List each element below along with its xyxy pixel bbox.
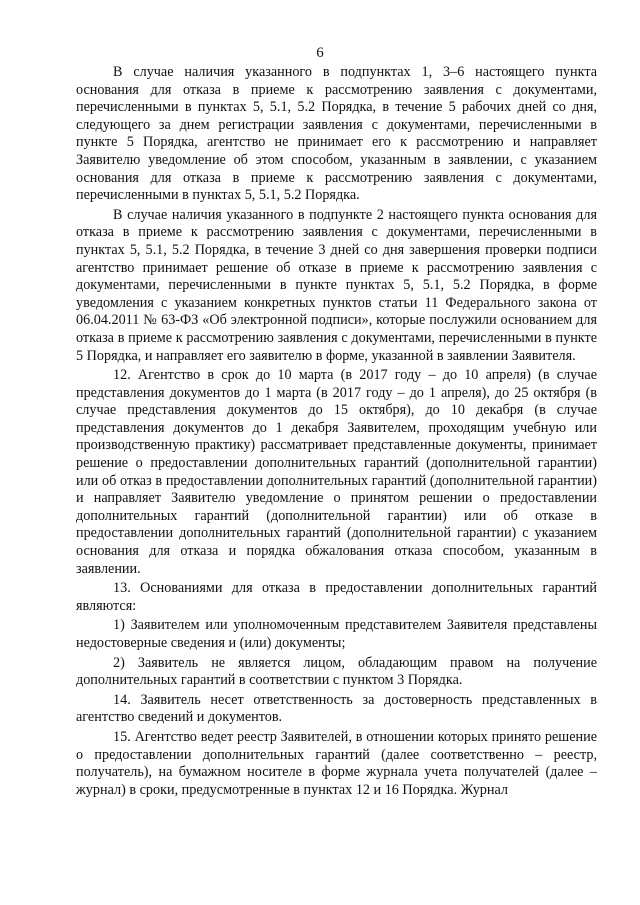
- paragraph-clause-15: 15. Агентство ведет реестр Заявителей, в отношении которых принято решение о предоставлении дополнительных гарантий (далее соответственно – реестр, получатель), на бумажном носителе в форме журнала учета получателей (далее – журнал) в сроки, предусмотренные в пунктах 12 и 16 Порядка. Журнал: [76, 728, 597, 798]
- paragraph-clause-13-item-2: 2) Заявитель не является лицом, обладающим правом на получение дополнительных гарантий в соответствии с пунктом 3 Порядка.: [76, 654, 597, 689]
- page-number: 6: [316, 45, 324, 61]
- paragraph-refusal-subpoints-1-3-6: В случае наличия указанного в подпунктах 1, 3–6 настоящего пункта основания для отказа в приеме к рассмотрению заявления с документами, перечисленными в пунктах 5, 5.1, 5.2 Порядка, в течение 5 рабочих дней со дня, следующего за днем регистрации заявления с документами, перечисленными в пункте 5 Порядка, агентство не принимает его к рассмотрению и направляет Заявителю уведомление об этом способом, указанным в заявлении, с указанием основания для отказа в приеме к рассмотрению заявления с документами, перечисленными в пунктах 5, 5.1, 5.2 Порядка.: [76, 64, 597, 204]
- paragraph-clause-12: 12. Агентство в срок до 10 марта (в 2017 году – до 10 апреля) (в случае представления документов до 1 марта (в 2017 году – до 1 апреля), до 25 октября (в случае представления документов до 15 октября), до 10 декабря (в случае представления документов до 1 декабря Заявителем, проходящим учебную или производственную практику) рассматривает представленные документы, принимает решение о предоставлении дополнительных гарантий (дополнительной гарантии) или об отказ в предоставлении дополнительных гарантий (дополнительной гарантии) и направляет Заявителю уведомление о принятом решении о предоставлении дополнительных гарантий (дополнительной гарантии) или об отказе в предоставлении дополнительных гарантий (дополнительной гарантии) с указанием основания для отказа и порядка обжалования отказа способом, указанным в заявлении.: [76, 367, 597, 577]
- paragraph-clause-13: 13. Основаниями для отказа в предоставлении дополнительных гарантий являются:: [76, 580, 597, 614]
- paragraph-clause-14: 14. Заявитель несет ответственность за достоверность представленных в агентство сведений и документов.: [76, 691, 597, 726]
- document-body: [76, 64, 597, 801]
- paragraph-clause-13-item-1: 1) Заявителем или уполномоченным представителем Заявителя представлены недостоверные сведения и (или) документы;: [76, 617, 597, 651]
- paragraph-refusal-subpoint-2: В случае наличия указанного в подпункте 2 настоящего пункта основания для отказа в приеме к рассмотрению заявления с документами, перечисленными в пунктах 5, 5.1, 5.2 Порядка, в течение 3 дней со дня завершения проверки подписи агентство принимает решение об отказе в приеме к рассмотрению заявления с документами, перечисленными в пункте пунктах 5, 5.1, 5.2 Порядка, в форме уведомления с указанием конкретных пунктов статьи 11 Федерального закона от 06.04.2011 № 63-ФЗ «Об электронной подписи», которые послужили основанием для отказа в приеме к рассмотрению заявления с документами, перечисленными в пункте 5 Порядка, и направляет его заявителю в форме, указанной в заявлении Заявителя.: [76, 206, 597, 364]
